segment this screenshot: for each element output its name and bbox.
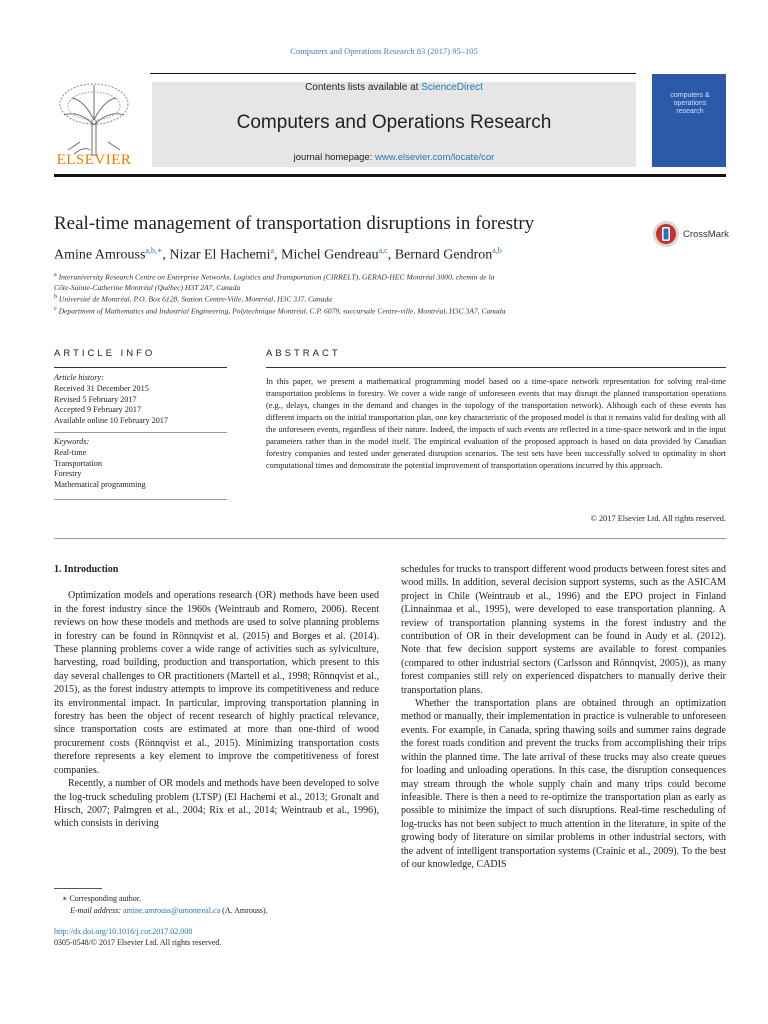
header-top-rule <box>150 73 636 74</box>
intro-left-column <box>54 563 379 831</box>
intro-paragraph: Whether the transportation plans are obtained through an optimization method or manually, their implementation in practice is vulnerable to unforeseen events. For example, in Canada, spring thawing soils and summer rains degrade the forest roads condition and prevent the trucks from accomplishing their trips within the planned time. The late arrival of these trucks may also create queues for loading and unloading operations. In this case, the disruption consequences may stream through the whole supply chain and many trips could become infeasible. There is then a need to re-optimize the transportation plan as early as possible to minimize the impact of such disruptions. Real-time rescheduling of log-trucks has not been subject to much attention in the literature, in spite of the growing body of literature on similar problems in other industrial sectors, with the advent of intelligent transportation systems (Crainic et al., 2009). To the best of our knowledge, CADIS <box>401 698 726 870</box>
elsevier-logo <box>54 80 134 170</box>
keywords-block <box>54 437 146 491</box>
affiliation-text: Interuniversity Research Centre on Enterprise Networks, Logistics and Transportation (CIRRELT), GERAD-HEC Montréal 3000, chemin de la <box>58 272 495 282</box>
affiliation-sup: b <box>54 294 57 300</box>
intro-right-column <box>401 563 726 871</box>
keyword: Mathematical programming <box>54 480 146 490</box>
abstract-text: In this paper, we present a mathematical programming model based on a time-space network representation for solving real-time transportation problems in forestry. We cover a wide range of unforeseen events that may disrupt the planned transportation operations (e.g., delays, changes in the demand and changes in the topology of the transportation network). Although each of these events has different impacts on the initial transportation plan, one key characteristic of the proposed model is that it remains valid for dealing with all the unforeseen events, regardless of their nature. Indeed, the impacts of such events are reflected in a time-space network and in the input parameters rather than in the model itself. The empirical evaluation of the proposed approach is based on data provided by Canadian forestry companies and tested under generated disruption scenarios. The test sets have been successfully solved to optimality in short computational times and demonstrate the potential improvement of transportation operations incurred by this approach. <box>266 377 726 471</box>
history-item: Revised 5 February 2017 <box>54 394 137 404</box>
author-affil-sup[interactable]: a <box>270 246 275 255</box>
article-info-bottom-rule <box>54 499 227 500</box>
keywords-label: Keywords: <box>54 437 90 446</box>
history-label: Article history: <box>54 373 104 382</box>
article-info-rule <box>54 367 227 368</box>
sciencedirect-link[interactable]: ScienceDirect <box>421 82 483 93</box>
author-affil-sup[interactable]: a,c <box>378 246 388 255</box>
email-suffix: (A. Amrouss). <box>220 906 268 915</box>
doi-link-text[interactable]: http://dx.doi.org/10.1016/j.cor.2017.02.008 <box>54 927 193 936</box>
abstract-rule <box>266 367 726 368</box>
crossmark-icon <box>652 220 680 248</box>
journal-cover-text: computers & operations research <box>670 92 710 115</box>
history-item: Received 31 December 2015 <box>54 383 149 393</box>
history-item: Available online 10 February 2017 <box>54 416 168 426</box>
keyword: Real-time <box>54 447 87 457</box>
article-title: Real-time management of transportation disruptions in forestry <box>54 213 535 234</box>
article-info-heading: ARTICLE INFO <box>54 348 156 359</box>
intro-paragraph: schedules for trucks to transport different wood products between forest sites and wood mills. In addition, several decision support systems, such as the ASICAM project in Chile (Weintraub et al., 1996) and the EPO project in Finland (Linnainmaa et al., 1995), were developed to ease transportation planning. A review of transportation planning systems in the forest industry and the contribution of OR in their development can be found in Audy et al. (2012). Note that few decision support systems are available to forest companies (compared to other industrial sectors (Carlsson and Rönnqvist, 2005)), as many forest companies still rely on experienced dispatchers to manually derive their transportation plans. <box>401 564 727 696</box>
abstract-copyright: © 2017 Elsevier Ltd. All rights reserved. <box>590 514 726 523</box>
header-bottom-rule <box>54 174 726 177</box>
elsevier-wordmark: ELSEVIER <box>56 152 132 168</box>
author-name[interactable]: Bernard Gendron <box>394 247 493 263</box>
affiliation <box>54 283 240 292</box>
history-item: Accepted 9 February 2017 <box>54 405 142 415</box>
email-note <box>70 905 268 917</box>
affiliation-text: Université de Montréal, P.O. Box 6128, Station Centre-Ville, Montréal, H3C 3J7, Canada <box>58 294 333 304</box>
elsevier-tree-icon <box>54 80 134 158</box>
keyword: Transportation <box>54 458 102 468</box>
email-link[interactable]: amine.amrouss@umontreal.ca <box>123 906 221 915</box>
contents-line <box>152 82 636 93</box>
homepage-prefix: journal homepage: <box>293 152 375 163</box>
affiliation-text: Department of Mathematics and Industrial Engineering, Polytechnique Montréal, C.P. 6079, succursale Centre-ville, Montréal, H3C 3A7, Canada <box>58 306 506 316</box>
author-affil-sup[interactable]: a,b <box>492 246 502 255</box>
keyword: Forestry <box>54 469 82 479</box>
affiliation <box>54 272 494 282</box>
abstract-bottom-rule <box>54 538 726 539</box>
crossmark-label: CrossMark <box>683 228 729 240</box>
footnote-rule <box>54 888 102 889</box>
homepage-link[interactable]: www.elsevier.com/locate/cor <box>375 152 495 163</box>
journal-cover-image[interactable] <box>652 74 726 167</box>
journal-homepage <box>152 152 636 163</box>
intro-paragraph: Recently, a number of OR models and methods have been developed to solve the log-truck scheduling problem (LTSP) (El Hachemi et al., 2013; Gronalt and Hirsch, 2007; Palmgren et al., 2004; Rix et al., 2014; Weintraub et al., 1996), which consists in deriving <box>54 778 379 830</box>
crossmark-badge[interactable] <box>652 220 729 248</box>
author-name[interactable]: Michel Gendreau <box>281 247 379 263</box>
affiliation-text: Côte-Sainte-Catherine Montréal (Québec) H3T 2A7, Canada <box>54 283 241 292</box>
journal-citation[interactable]: Computers and Operations Research 83 (2017) 95–105 <box>290 46 478 56</box>
email-label: E-mail address: <box>70 906 124 915</box>
issn-copyright: 0305-0548/© 2017 Elsevier Ltd. All rights reserved. <box>54 938 222 947</box>
article-history <box>54 373 168 427</box>
affiliation <box>54 306 506 316</box>
corresponding-author-note: ∗ Corresponding author. <box>62 894 141 903</box>
author-name[interactable]: Nizar El Hachemi <box>169 247 271 263</box>
affiliation <box>54 294 332 304</box>
author-affil-sup[interactable]: a,b,∗ <box>145 246 163 255</box>
section-heading: 1. Introduction <box>54 564 119 575</box>
intro-paragraph: Optimization models and operations research (OR) methods have been used in the forest industry since the 1960s (Weintraub and Romero, 2006). Recent reviews on how these models and methods are used to solve planning problems in forestry can be found in Rönnqvist et al. (2015) and Borges et al. (2014). These planning problems cover a wide range of activities such as sylviculture, harvesting, road building, production and transportation, which present to this day several challenges to OR practitioners (Martell et al., 1998; Rönnqvist et al., 2015), as the forest industry attempts to improve its competitiveness and reduce its environmental impact. In particular, improving transportation planning in forestry has been the object of recent research of highly practical relevance, since transportation costs are estimated at more than one-third of wood procurement costs (Rönnqvist et al., 2015). Minimizing transportation costs therefore represents a key element to improve the competitiveness of forest companies. <box>54 590 379 776</box>
journal-title: Computers and Operations Research <box>236 112 552 133</box>
contents-prefix: Contents lists available at <box>305 82 422 93</box>
author-list: Amine Amrouss$^{a,b,∗}$, Nizar El Hachemi$^a$, Michel Gendreau$^{a,c}$, Bernard Gendron$^{a,b}$ <box>54 246 502 263</box>
keywords-rule <box>54 432 227 433</box>
abstract-heading: ABSTRACT <box>266 348 341 359</box>
affiliation-sup: a <box>54 272 57 278</box>
author-name[interactable]: Amine Amrouss <box>54 247 146 263</box>
affiliation-sup: c <box>54 306 57 312</box>
